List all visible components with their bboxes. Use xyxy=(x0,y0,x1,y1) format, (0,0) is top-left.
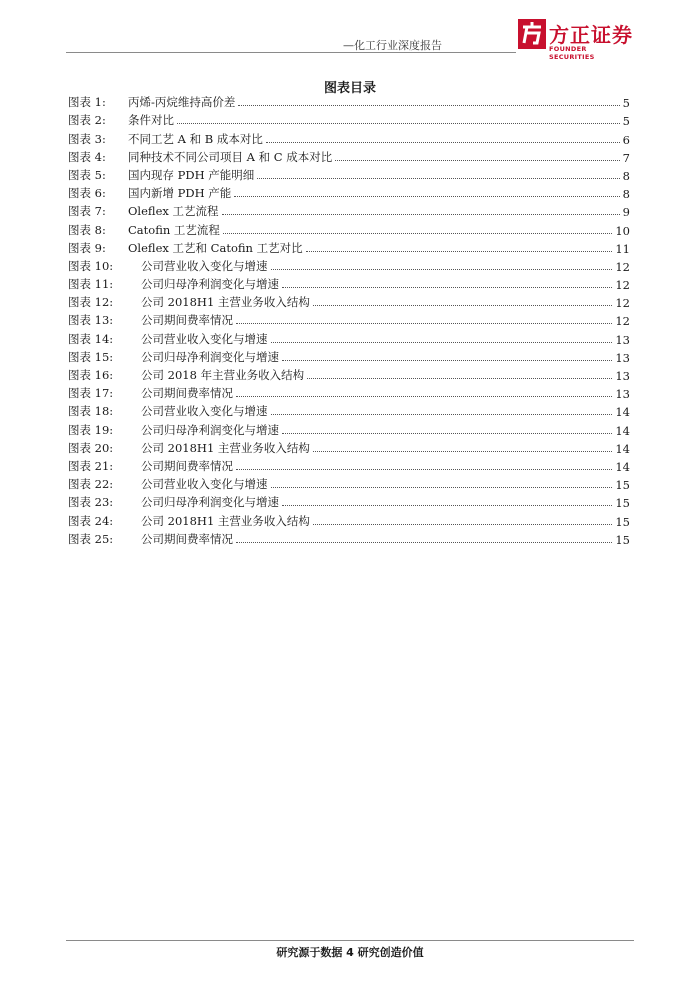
toc-entry-title: 同种技术不同公司项目 A 和 C 成本对比 xyxy=(128,149,333,164)
toc-entry-title: 公司期间费率情况 xyxy=(141,531,233,546)
toc-leader-dots xyxy=(271,413,613,415)
toc-entry-title: 公司 2018H1 主营业务收入结构 xyxy=(141,513,310,528)
toc-entry-page: 13 xyxy=(615,369,630,383)
toc-leader-dots xyxy=(223,232,612,234)
toc-entry-title: 国内新增 PDH 产能 xyxy=(128,186,232,201)
toc-entry-label: 图表 16: xyxy=(68,368,114,382)
toc-entry-title: 条件对比 xyxy=(128,113,174,128)
toc-entry-page: 14 xyxy=(615,459,630,474)
toc-entry[interactable] xyxy=(68,347,630,365)
toc-entry-page: 8 xyxy=(622,168,630,183)
toc-entry-page: 12 xyxy=(615,296,630,311)
toc-entry-label: 图表 25: xyxy=(68,531,114,546)
toc-entry-page: 15 xyxy=(615,496,630,511)
toc-entry-label: 图表 2: xyxy=(68,113,106,128)
toc-leader-dots xyxy=(271,268,613,270)
toc-entry-title: Oleflex 工艺和 Catofin 工艺对比 xyxy=(128,240,303,255)
toc-entry[interactable] xyxy=(68,365,630,383)
toc-leader-dots xyxy=(266,141,620,143)
toc-leader-dots xyxy=(236,395,612,397)
toc-entry-page: 8 xyxy=(622,187,630,202)
toc-entry[interactable] xyxy=(68,292,630,310)
toc-leader-dots xyxy=(313,304,612,306)
toc-entry-label: 图表 9: xyxy=(68,240,106,255)
toc-entry-title: 公司营业收入变化与增速 xyxy=(141,258,268,273)
toc-entry-page: 7 xyxy=(622,150,630,165)
toc-entry[interactable] xyxy=(68,183,630,201)
toc-entry[interactable] xyxy=(68,401,630,419)
toc-entry-label: 图表 14: xyxy=(68,331,114,346)
toc-entry-page: 9 xyxy=(622,205,630,220)
toc-entry-label: 图表 12: xyxy=(68,295,114,310)
toc-leader-dots xyxy=(238,104,619,106)
toc-entry-page: 15 xyxy=(615,478,630,493)
toc-leader-dots xyxy=(307,377,612,379)
toc-entry-label: 图表 6: xyxy=(68,186,106,201)
toc-entry-title: 公司归母净利润变化与增速 xyxy=(141,277,279,292)
toc-entry[interactable] xyxy=(68,201,630,219)
founder-logo-icon xyxy=(518,19,546,49)
toc-entry[interactable] xyxy=(68,256,630,274)
founder-logo xyxy=(518,19,634,59)
toc-entry-title: Oleflex 工艺流程 xyxy=(128,204,219,219)
toc-leader-dots xyxy=(335,159,619,161)
toc-entry[interactable] xyxy=(68,147,630,165)
toc-entry-label: 图表 18: xyxy=(68,404,114,419)
toc-entry-title: 公司 2018H1 主营业务收入结构 xyxy=(141,295,310,310)
toc-entry-label: 图表 19: xyxy=(68,422,114,437)
logo-name-en: FOUNDER SECURITIES xyxy=(549,45,595,61)
toc-entry[interactable] xyxy=(68,328,630,346)
toc-entry[interactable] xyxy=(68,219,630,237)
toc-entry-title: 公司归母净利润变化与增速 xyxy=(141,349,279,364)
toc-entry-page: 13 xyxy=(615,350,630,365)
toc-entry[interactable] xyxy=(68,529,630,547)
toc-entry-page: 5 xyxy=(622,96,630,111)
toc-entry-title: 丙烯-丙烷维持高价差 xyxy=(128,95,236,110)
toc-entry-title: 公司期间费率情况 xyxy=(141,386,233,401)
toc-entry-page: 13 xyxy=(615,332,630,347)
toc-entry[interactable] xyxy=(68,310,630,328)
toc-entry-title: 公司期间费率情况 xyxy=(141,458,233,473)
toc-leader-dots xyxy=(236,541,612,543)
toc-entry-label: 图表 24: xyxy=(68,513,114,528)
toc-entry-title: 公司营业收入变化与增速 xyxy=(141,331,268,346)
toc-entry-page: 11 xyxy=(615,241,630,256)
logo-name-cn: 方正证券 xyxy=(549,23,633,47)
toc-entry[interactable] xyxy=(68,128,630,146)
toc-leader-dots xyxy=(234,195,619,197)
toc-entry-page: 12 xyxy=(615,314,630,329)
toc-entry-label: 图表 22: xyxy=(68,477,114,492)
toc-entry-title: 公司 2018 年主营业务收入结构 xyxy=(141,368,305,382)
toc-entry-title: Catofin 工艺流程 xyxy=(128,222,220,237)
toc-entry[interactable] xyxy=(68,165,630,183)
toc-entry-label: 图表 15: xyxy=(68,349,114,364)
toc-entry[interactable] xyxy=(68,474,630,492)
toc-entry[interactable] xyxy=(68,419,630,437)
toc-entry-label: 图表 1: xyxy=(68,95,106,110)
toc-entry-label: 图表 17: xyxy=(68,386,114,401)
toc-leader-dots xyxy=(282,504,612,506)
toc-entry-page: 14 xyxy=(615,441,630,456)
toc-entry-title: 公司期间费率情况 xyxy=(141,313,233,328)
toc-title: 图表目录 xyxy=(323,81,376,96)
toc-entry-label: 图表 10: xyxy=(68,258,114,273)
toc-entry-page: 5 xyxy=(622,114,630,129)
toc-entry-label: 图表 11: xyxy=(68,277,114,292)
toc-entry-page: 13 xyxy=(615,387,630,402)
toc-entry-title: 公司归母净利润变化与增速 xyxy=(141,422,279,437)
toc-leader-dots xyxy=(271,486,613,488)
toc-entry[interactable] xyxy=(68,110,630,128)
toc-entry-page: 6 xyxy=(622,132,630,147)
toc-entry-page: 15 xyxy=(615,532,630,547)
toc-leader-dots xyxy=(222,213,620,215)
toc-entry-title: 公司 2018H1 主营业务收入结构 xyxy=(141,440,310,455)
toc-entry-page: 14 xyxy=(615,405,630,420)
toc-entry-label: 图表 21: xyxy=(68,458,114,473)
toc-list xyxy=(68,92,630,547)
toc-entry-label: 图表 13: xyxy=(68,313,114,328)
toc-entry-title: 公司营业收入变化与增速 xyxy=(141,477,268,492)
toc-leader-dots xyxy=(282,432,612,434)
toc-entry-label: 图表 5: xyxy=(68,167,106,182)
toc-leader-dots xyxy=(313,450,612,452)
toc-leader-dots xyxy=(257,177,619,179)
header-divider xyxy=(66,52,516,53)
report-type-header: —化工行业深度报告 xyxy=(343,39,442,52)
toc-entry[interactable] xyxy=(68,510,630,528)
toc-entry-title: 不同工艺 A 和 B 成本对比 xyxy=(128,131,263,146)
toc-entry-title: 公司归母净利润变化与增速 xyxy=(141,495,279,510)
toc-entry-label: 图表 8: xyxy=(68,222,106,237)
toc-entry[interactable] xyxy=(68,274,630,292)
toc-entry[interactable] xyxy=(68,456,630,474)
toc-leader-dots xyxy=(271,341,613,343)
toc-entry[interactable] xyxy=(68,92,630,110)
toc-entry-label: 图表 20: xyxy=(68,440,114,455)
toc-leader-dots xyxy=(177,122,620,124)
toc-entry-label: 图表 3: xyxy=(68,131,106,146)
toc-entry[interactable] xyxy=(68,383,630,401)
toc-entry[interactable] xyxy=(68,492,630,510)
toc-entry-page: 12 xyxy=(615,259,630,274)
toc-entry-page: 15 xyxy=(615,514,630,529)
toc-leader-dots xyxy=(236,322,612,324)
toc-entry-label: 图表 4: xyxy=(68,149,106,164)
toc-entry-label: 图表 23: xyxy=(68,495,114,510)
toc-leader-dots xyxy=(236,468,612,470)
toc-leader-dots xyxy=(282,359,612,361)
toc-leader-dots xyxy=(282,286,612,288)
toc-entry-title: 国内现存 PDH 产能明细 xyxy=(128,167,255,182)
footer-slogan: 研究源于数据 4 研究创造价值 xyxy=(276,946,424,959)
toc-entry-page: 10 xyxy=(615,223,630,238)
toc-entry[interactable] xyxy=(68,438,630,456)
toc-entry-page: 14 xyxy=(615,423,630,438)
toc-entry[interactable] xyxy=(68,238,630,256)
toc-entry-title: 公司营业收入变化与增速 xyxy=(141,404,268,419)
footer-divider xyxy=(66,940,634,941)
toc-entry-label: 图表 7: xyxy=(68,204,106,219)
toc-leader-dots xyxy=(313,523,612,525)
toc-entry-page: 12 xyxy=(615,278,630,293)
toc-leader-dots xyxy=(306,250,613,252)
